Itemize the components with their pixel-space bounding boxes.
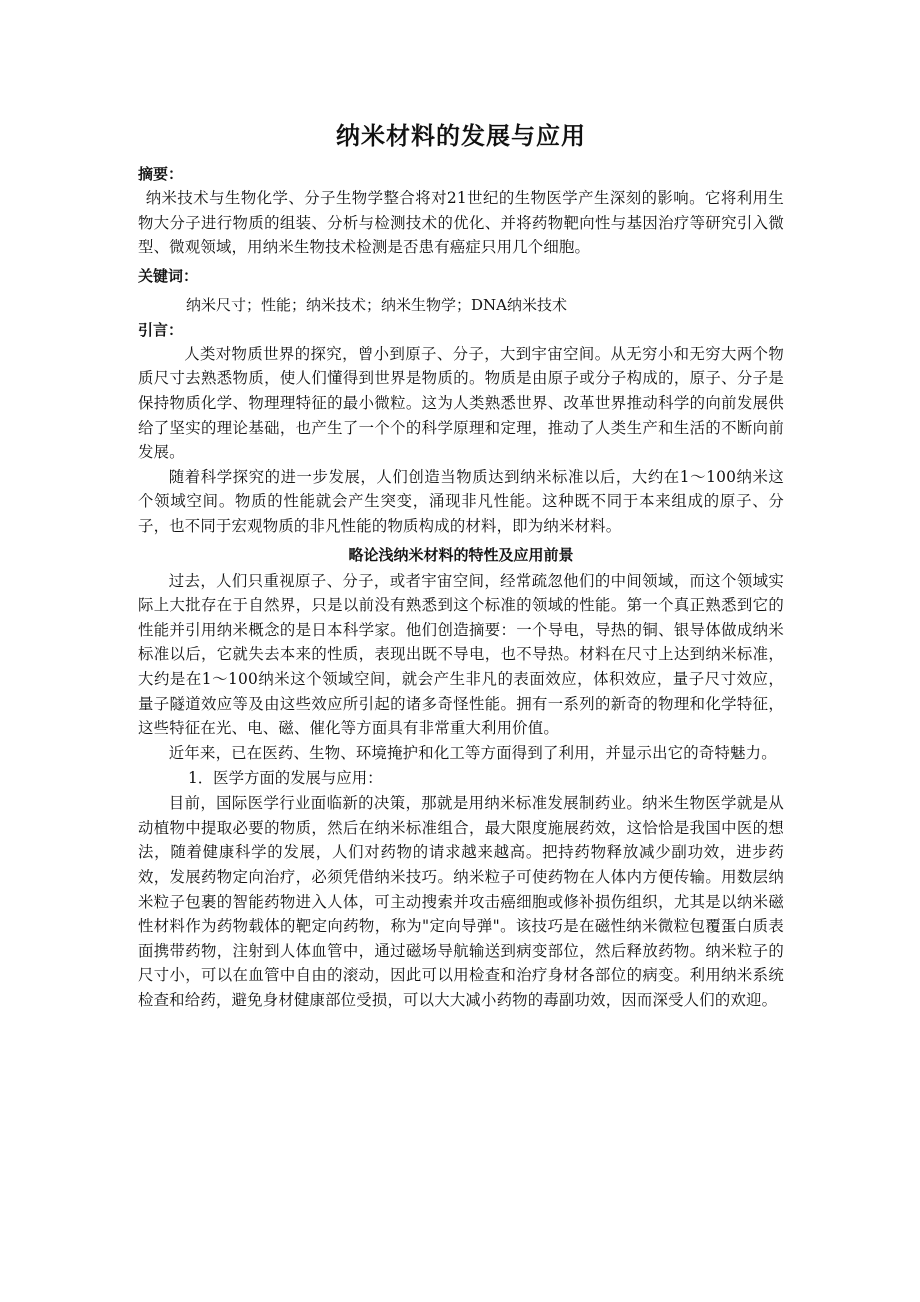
document-title: 纳米材料的发展与应用 [336, 122, 586, 150]
keywords-label: 关键词： [138, 266, 199, 285]
abstract-label: 摘要： [138, 165, 184, 183]
section-heading: 略论浅纳米材料的特性及应用前景 [348, 545, 574, 564]
keywords-text: 纳米尺寸；性能；纳米技术；纳米生物学；DNA纳米技术 [186, 295, 567, 314]
intro-paragraph-2: 随着科学探究的进一步发展，人们创造当物质达到纳米标准以后，大约在1～100纳米这个领域空间。物质的性能就会产生突变，涌现非凡性能。这种既不同于本来组成的原子、分子，也不同于宏观物质的非凡性能的物质构成的材料，即为纳米材料。 [138, 467, 784, 535]
section-paragraph-2: 近年来，已在医药、生物、环境掩护和化工等方面得到了利用，并显示出它的奇特魅力。 [168, 743, 777, 762]
intro-label: 引言： [138, 320, 184, 339]
list-item-medical: 1．医学方面的发展与应用： [188, 769, 383, 788]
section-paragraph-1: 过去，人们只重视原子、分子，或者宇宙空间，经常疏忽他们的中间领域，而这个领域实际上大批存在于自然界，只是以前没有熟悉到这个标准的领域的性能。第一个真正熟悉到它的性能并引用纳米概念的是日本科学家。他们创造摘要：一个导电，导热的铜、银导体做成纳米标准以后，它就失去本来的性质，表现出既不导电，也不导热。材料在尺寸上达到纳米标准，大约是在1～100纳米这个领域空间，就会产生非凡的表面效应，体积效应，量子尺寸效应，量子隧道效应等及由这些效应所引起的诸多奇怪性能。拥有一系列的新奇的物理和化学特征，这些特征在光、电、磁、催化等方面具有非常重大利用价值。 [138, 571, 784, 738]
intro-paragraph-1: 人类对物质世界的探究，曾小到原子、分子，大到宇宙空间。从无穷小和无穷大两个物质尺寸去熟悉物质，使人们懂得到世界是物质的。物质是由原子或分子构成的，原子、分子是保持物质化学、物理理特征的最小微粒。这为人类熟悉世界、改革世界推动科学的向前发展供给了坚实的理论基础，也产生了一个个的科学原理和定理，推动了人类生产和生活的不断向前发展。 [138, 344, 784, 462]
abstract-text: 纳米技术与生物化学、分子生物学整合将对21世纪的生物医学产生深刻的影响。它将利用生物大分子进行物质的组装、分析与检测技术的优化、并将药物靶向性与基因治疗等研究引入微型、微观领域，用纳米生物技术检测是否患有癌症只用几个细胞。 [138, 189, 784, 257]
document-body [138, 118, 784, 1013]
medical-paragraph: 目前，国际医学行业面临新的决策，那就是用纳米标准发展制药业。纳米生物医学就是从动植物中提取必要的物质，然后在纳米标准组合，最大限度施展药效，这恰恰是我国中医的想法，随着健康科学的发展，人们对药物的请求越来越高。把持药物释放减少副功效，进步药效，发展药物定向治疗，必须凭借纳米技巧。纳米粒子可使药物在人体内方便传输。用数层纳米粒子包裹的智能药物进入人体，可主动搜索并攻击癌细胞或修补损伤组织，尤其是以纳米磁性材料作为药物载体的靶定向药物，称为"定向导弹"。该技巧是在磁性纳米微粒包覆蛋白质表面携带药物，注射到人体血管中，通过磁场导航输送到病变部位，然后释放药物。纳米粒子的尺寸小，可以在血管中自由的滚动，因此可以用检查和治疗身材各部位的病变。利用纳米系统检查和给药，避免身材健康部位受损，可以大大减小药物的毒副功效，因而深受人们的欢迎。 [138, 794, 784, 1010]
